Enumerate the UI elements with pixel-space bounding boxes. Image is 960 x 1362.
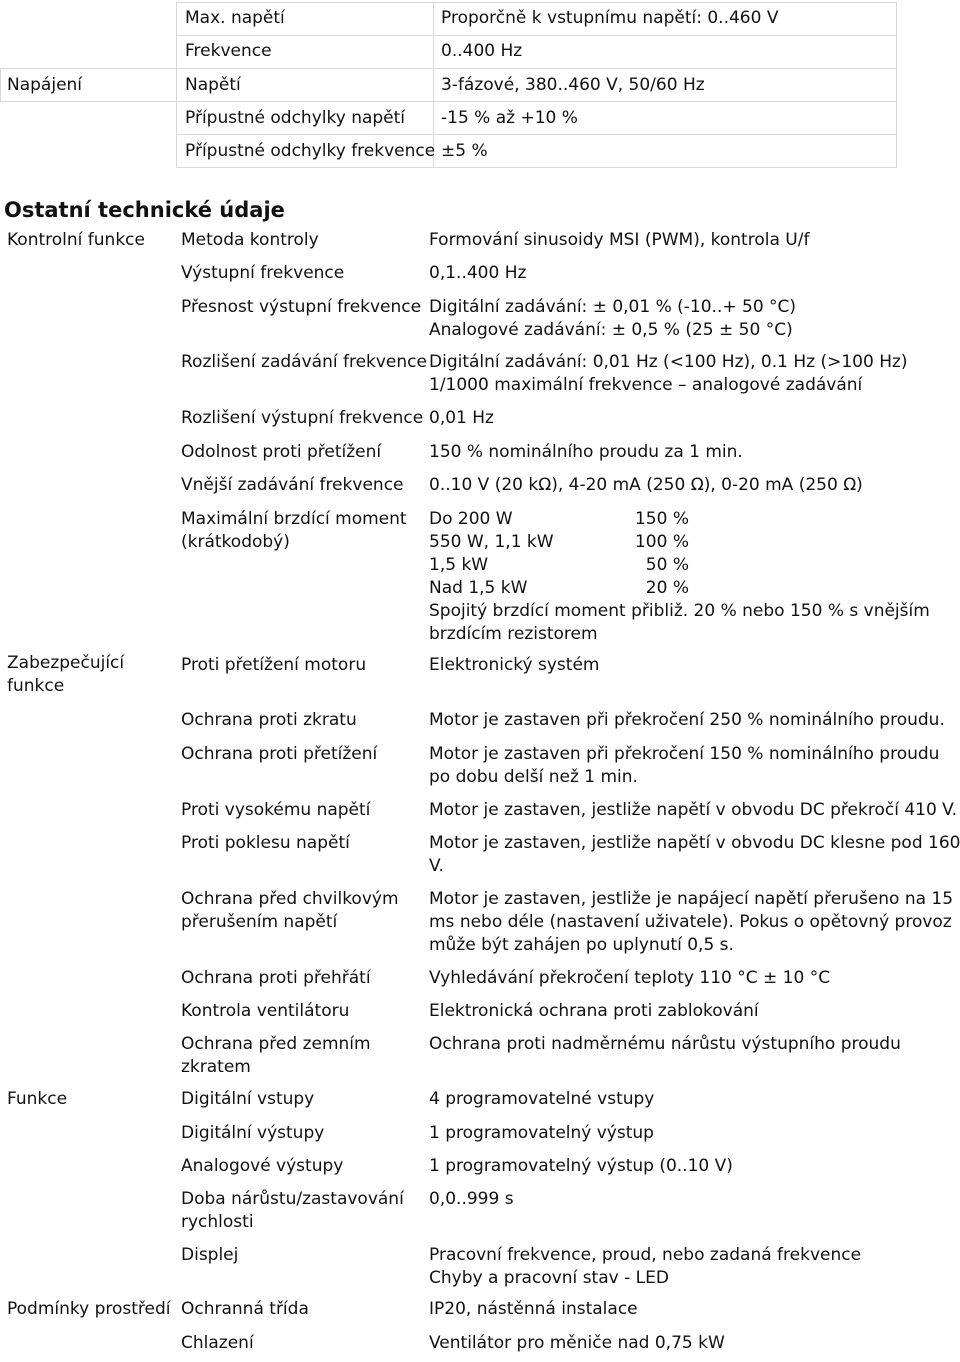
braking-percent: 150 % xyxy=(634,509,689,529)
braking-power: Do 200 W xyxy=(429,509,513,529)
top-value-frequency-tolerance: ±5 % xyxy=(441,141,488,161)
value-frequency-accuracy-analog: Analogové zadávání: ± 0,5 % (25 ± 50 °C) xyxy=(429,320,793,340)
param-frequency-accuracy: Přesnost výstupní frekvence xyxy=(181,297,422,317)
value-analog-outputs: 1 programovatelný výstup (0..10 V) xyxy=(429,1156,733,1176)
param-ground-fault-protection-2: zkratem xyxy=(181,1057,251,1077)
value-undervoltage-protection-2: V. xyxy=(429,856,444,876)
param-power-loss-protection-1: Ochrana před chvilkovým xyxy=(181,889,399,909)
top-value-frequency: 0..400 Hz xyxy=(441,41,523,61)
top-param-frequency-tolerance: Přípustné odchylky frekvence xyxy=(185,141,436,161)
top-group-power: Napájení xyxy=(7,75,83,95)
top-table-border-top xyxy=(176,2,896,3)
param-fan-control: Kontrola ventilátoru xyxy=(181,1001,350,1021)
param-digital-inputs: Digitální vstupy xyxy=(181,1089,315,1109)
param-control-method: Metoda kontroly xyxy=(181,230,319,250)
value-setting-resolution-analog: 1/1000 maximální frekvence – analogové zadávání xyxy=(429,375,863,395)
param-ramp-time-1: Doba nárůstu/zastavování xyxy=(181,1189,404,1209)
top-param-voltage-tolerance: Přípustné odchylky napětí xyxy=(185,108,406,128)
param-analog-outputs: Analogové výstupy xyxy=(181,1156,344,1176)
top-table-vline xyxy=(176,2,177,168)
value-ground-fault-protection: Ochrana proti nadměrnému nárůstu výstupního proudu xyxy=(429,1034,901,1054)
group-functions: Funkce xyxy=(7,1089,68,1109)
value-short-circuit-protection: Motor je zastaven při překročení 250 % nominálního proudu. xyxy=(429,710,945,730)
param-undervoltage-protection: Proti poklesu napětí xyxy=(181,833,350,853)
top-table-border xyxy=(176,35,896,36)
param-overload-capacity: Odolnost proti přetížení xyxy=(181,442,382,462)
top-table-border xyxy=(0,101,896,102)
value-ramp-time: 0,0..999 s xyxy=(429,1189,514,1209)
value-overvoltage-protection: Motor je zastaven, jestliže napětí v obvodu DC překročí 410 V. xyxy=(429,800,958,820)
braking-percent: 50 % xyxy=(645,555,689,575)
braking-row xyxy=(429,577,689,600)
braking-torque-table xyxy=(429,508,930,646)
top-table-vline xyxy=(896,2,897,168)
param-output-frequency: Výstupní frekvence xyxy=(181,263,345,283)
value-motor-overload-protection: Elektronický systém xyxy=(429,655,600,675)
param-motor-overload-protection: Proti přetížení motoru xyxy=(181,655,367,675)
param-ground-fault-protection-1: Ochrana před zemním xyxy=(181,1034,371,1054)
top-table-border-bottom xyxy=(176,167,896,168)
top-param-max-voltage: Max. napětí xyxy=(185,8,285,28)
param-external-frequency-setting: Vnější zadávání frekvence xyxy=(181,475,404,495)
value-undervoltage-protection-1: Motor je zastaven, jestliže napětí v obvodu DC klesne pod 160 xyxy=(429,833,960,853)
value-power-loss-protection-2: ms nebo déle (nastavení uživatele). Pokus o opětovný provoz xyxy=(429,912,952,932)
param-max-braking-torque-note: (krátkodobý) xyxy=(181,532,290,552)
param-cooling: Chlazení xyxy=(181,1333,254,1353)
param-short-circuit-protection: Ochrana proti zkratu xyxy=(181,710,357,730)
value-frequency-accuracy-digital: Digitální zadávání: ± 0,01 % (-10..+ 50 °C) xyxy=(429,297,797,317)
param-display: Displej xyxy=(181,1245,239,1265)
value-display-1: Pracovní frekvence, proud, nebo zadaná frekvence xyxy=(429,1245,862,1265)
braking-row xyxy=(429,554,689,577)
section-title: Ostatní technické údaje xyxy=(4,198,285,222)
value-digital-outputs: 1 programovatelný výstup xyxy=(429,1123,654,1143)
value-overload-capacity: 150 % nominálního proudu za 1 min. xyxy=(429,442,743,462)
value-fan-control: Elektronická ochrana proti zablokování xyxy=(429,1001,759,1021)
param-max-braking-torque: Maximální brzdící moment xyxy=(181,509,407,529)
group-environment: Podmínky prostředí xyxy=(7,1299,171,1319)
braking-power: 550 W, 1,1 kW xyxy=(429,532,554,552)
braking-continuous-note: Spojitý brzdící moment přibliž. 20 % nebo 150 % s vnějším xyxy=(429,601,930,621)
top-table-border xyxy=(176,134,896,135)
group-control-functions: Kontrolní funkce xyxy=(7,230,145,250)
braking-row xyxy=(429,531,689,554)
param-ramp-time-2: rychlosti xyxy=(181,1212,254,1232)
braking-percent: 20 % xyxy=(645,578,689,598)
top-table-vline xyxy=(0,68,1,102)
param-setting-resolution: Rozlišení zadávání frekvence xyxy=(181,352,427,372)
param-overheat-protection: Ochrana proti přehřátí xyxy=(181,968,371,988)
top-value-max-voltage: Proporčně k vstupnímu napětí: 0..460 V xyxy=(441,8,779,28)
top-param-frequency: Frekvence xyxy=(185,41,272,61)
top-value-voltage-tolerance: -15 % až +10 % xyxy=(441,108,578,128)
braking-power: Nad 1,5 kW xyxy=(429,578,528,598)
braking-continuous-note-cont: brzdícím rezistorem xyxy=(429,624,598,644)
braking-power: 1,5 kW xyxy=(429,555,489,575)
param-protection-class: Ochranná třída xyxy=(181,1299,309,1319)
param-digital-outputs: Digitální výstupy xyxy=(181,1123,325,1143)
value-external-frequency-setting: 0..10 V (20 kΩ), 4-20 mA (250 Ω), 0-20 mA (250 Ω) xyxy=(429,475,863,495)
value-display-2: Chyby a pracovní stav - LED xyxy=(429,1268,669,1288)
value-output-resolution: 0,01 Hz xyxy=(429,408,494,428)
value-overheat-protection: Vyhledávání překročení teploty 110 °C ± 10 °C xyxy=(429,968,831,988)
value-protection-class: IP20, nástěnná instalace xyxy=(429,1299,638,1319)
value-output-frequency: 0,1..400 Hz xyxy=(429,263,527,283)
param-power-loss-protection-2: přerušením napětí xyxy=(181,912,338,932)
param-output-resolution: Rozlišení výstupní frekvence xyxy=(181,408,424,428)
value-power-loss-protection-1: Motor je zastaven, jestliže je napájecí napětí přerušeno na 15 xyxy=(429,889,954,909)
value-control-method: Formování sinusoidy MSI (PWM), kontrola U/f xyxy=(429,230,810,250)
top-value-voltage: 3-fázové, 380..460 V, 50/60 Hz xyxy=(441,75,705,95)
param-overvoltage-protection: Proti vysokému napětí xyxy=(181,800,371,820)
braking-percent: 100 % xyxy=(634,532,689,552)
braking-row xyxy=(429,508,689,531)
value-cooling: Ventilátor pro měniče nad 0,75 kW xyxy=(429,1333,725,1353)
top-param-voltage: Napětí xyxy=(185,75,241,95)
group-protection-functions: Zabezpečující funkce xyxy=(7,653,125,696)
value-overload-protection-1: Motor je zastaven při překročení 150 % nominálního proudu xyxy=(429,744,940,764)
value-overload-protection-2: po dobu delší než 1 min. xyxy=(429,767,638,787)
value-digital-inputs: 4 programovatelné vstupy xyxy=(429,1089,655,1109)
top-table-border xyxy=(0,68,896,69)
param-overload-protection: Ochrana proti přetížení xyxy=(181,744,378,764)
value-setting-resolution-digital: Digitální zadávání: 0,01 Hz (<100 Hz), 0.1 Hz (>100 Hz) xyxy=(429,352,908,372)
value-power-loss-protection-3: může být zahájen po uplynutí 0,5 s. xyxy=(429,935,734,955)
